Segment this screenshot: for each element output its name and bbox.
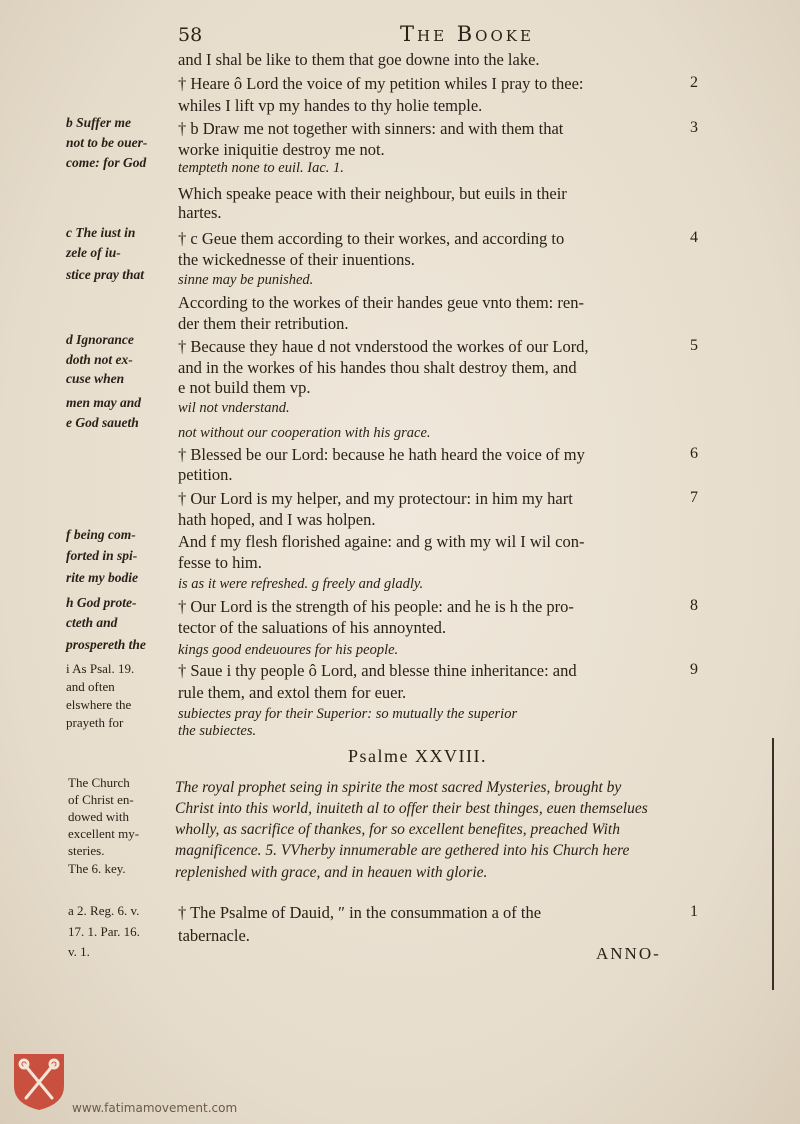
argument-margin-line: steries. [68, 843, 105, 858]
argument-margin-line: excellent my- [68, 826, 140, 841]
text-line: wil not vnderstand. [178, 400, 290, 416]
text-line: kings good endeuoures for his people. [178, 642, 399, 658]
verse-number: 5 [690, 337, 698, 354]
text-line: sinne may be punished. [178, 272, 314, 288]
text-line: the subiectes. [178, 723, 257, 739]
margin-note: cuse when [66, 371, 125, 386]
margin-note: b Suffer me [66, 115, 132, 130]
margin-note: cteth and [66, 615, 118, 630]
page-number: 58 [178, 24, 203, 46]
argument-margin-line: The 6. key. [68, 861, 126, 876]
verse-number: 8 [690, 597, 698, 614]
text-line: † b Draw me not together with sinners: and with them that [178, 119, 564, 138]
text-line: der them their retribution. [178, 314, 349, 333]
verse-number: 9 [690, 661, 698, 678]
title-margin-line: v. 1. [68, 944, 90, 959]
argument-line: replenished with grace, and in heauen with glorie. [175, 864, 488, 881]
margin-note: prospereth the [66, 637, 146, 652]
verse-number: 2 [690, 74, 698, 91]
argument-margin-line: dowed with [68, 809, 130, 824]
text-line: And f my flesh florished againe: and g with my wil I wil con- [178, 532, 585, 551]
margin-note: rite my bodie [66, 570, 138, 585]
text-line: † Our Lord is the strength of his people: and he is h the pro- [178, 597, 574, 616]
title-margin-line: a 2. Reg. 6. v. [68, 903, 140, 918]
margin-note: c The iust in [66, 225, 136, 240]
margin-note: e God saueth [66, 415, 139, 430]
margin-note: zele of iu- [66, 245, 121, 260]
verse-number: 4 [690, 229, 698, 246]
text-line: † Saue i thy people ô Lord, and blesse thine inheritance: and [178, 661, 577, 680]
text-line: rule them, and extol them for euer. [178, 683, 407, 702]
argument-margin-line: The Church [68, 775, 130, 790]
margin-note: prayeth for [66, 715, 124, 730]
vertical-rule [772, 738, 774, 990]
margin-note: doth not ex- [66, 352, 133, 367]
text-line: According to the workes of their handes geue vnto them: ren- [178, 293, 584, 312]
margin-note: i As Psal. 19. [66, 661, 135, 676]
text-line: subiectes pray for their Superior: so mutually the superior [178, 706, 518, 722]
text-line: † Blessed be our Lord: because he hath heard the voice of my [178, 445, 585, 464]
text-line: hartes. [178, 203, 222, 222]
text-line: † Our Lord is my helper, and my protectour: in him my hart [178, 489, 573, 508]
text-line: is as it were refreshed. g freely and gladly. [178, 576, 424, 592]
text-line: worke iniquitie destroy me not. [178, 140, 385, 159]
margin-note: not to be ouer- [66, 135, 148, 150]
catchword: ANNO- [596, 944, 661, 963]
margin-note: and often [66, 679, 115, 694]
verse-number: 3 [690, 119, 698, 136]
text-line: and I shal be like to them that goe downe into the lake. [178, 50, 540, 69]
argument-line: The royal prophet seing in spirite the most sacred Mysteries, brought by [175, 779, 622, 796]
watermark-url: www.fatimamovement.com [72, 1101, 238, 1115]
margin-note: elswhere the [66, 697, 132, 712]
text-line: petition. [178, 465, 233, 484]
text-line: hath hoped, and I was holpen. [178, 510, 376, 529]
text-line: tempteth none to euil. Iac. 1. [178, 160, 344, 176]
margin-note: men may and [66, 395, 142, 410]
text-line: † Because they haue d not vnderstood the workes of our Lord, [178, 337, 589, 356]
text-line: e not build them vp. [178, 378, 311, 397]
margin-note: f being com- [66, 527, 136, 542]
text-line: whiles I lift vp my handes to thy holie temple. [178, 96, 483, 115]
margin-note: come: for God [66, 155, 147, 170]
psalm-heading: Psalme XXVIII. [348, 746, 487, 766]
text-line: † Heare ô Lord the voice of my petition whiles I pray to thee: [178, 74, 584, 93]
running-title: The Booke [400, 22, 534, 46]
argument-margin-line: of Christ en- [68, 792, 134, 807]
verse-number: 7 [690, 489, 698, 506]
argument-line: wholly, as sacrifice of thankes, for so excellent benefites, preached With [175, 821, 620, 838]
text-line: and in the workes of his handes thou shalt destroy them, and [178, 358, 577, 377]
argument-line: Christ into this world, inuiteth al to offer their best thinges, euen themselues [175, 800, 648, 817]
text-line: tector of the saluations of his annoynted. [178, 618, 447, 637]
text-line: the wickednesse of their inuentions. [178, 250, 415, 269]
verse-number: 1 [690, 903, 698, 920]
text-line: Which speake peace with their neighbour, but euils in their [178, 184, 567, 203]
margin-note: h God prote- [66, 595, 137, 610]
papal-keys-logo-icon [12, 1052, 66, 1112]
running-head [178, 22, 698, 50]
title-line: tabernacle. [178, 926, 250, 945]
text-line: not without our cooperation with his grace. [178, 425, 431, 441]
argument-line: magnificence. 5. VVherby innumerable are gethered into his Church here [175, 842, 630, 859]
title-margin-line: 17. 1. Par. 16. [68, 924, 140, 939]
title-line: † The Psalme of Dauid, ″ in the consummation a of the [178, 903, 542, 922]
text-line: fesse to him. [178, 553, 262, 572]
text-line: † c Geue them according to their workes, and according to [178, 229, 565, 248]
margin-note: forted in spi- [66, 548, 138, 563]
margin-note: d Ignorance [66, 332, 134, 347]
margin-note: stice pray that [66, 267, 144, 282]
verse-number: 6 [690, 445, 698, 462]
